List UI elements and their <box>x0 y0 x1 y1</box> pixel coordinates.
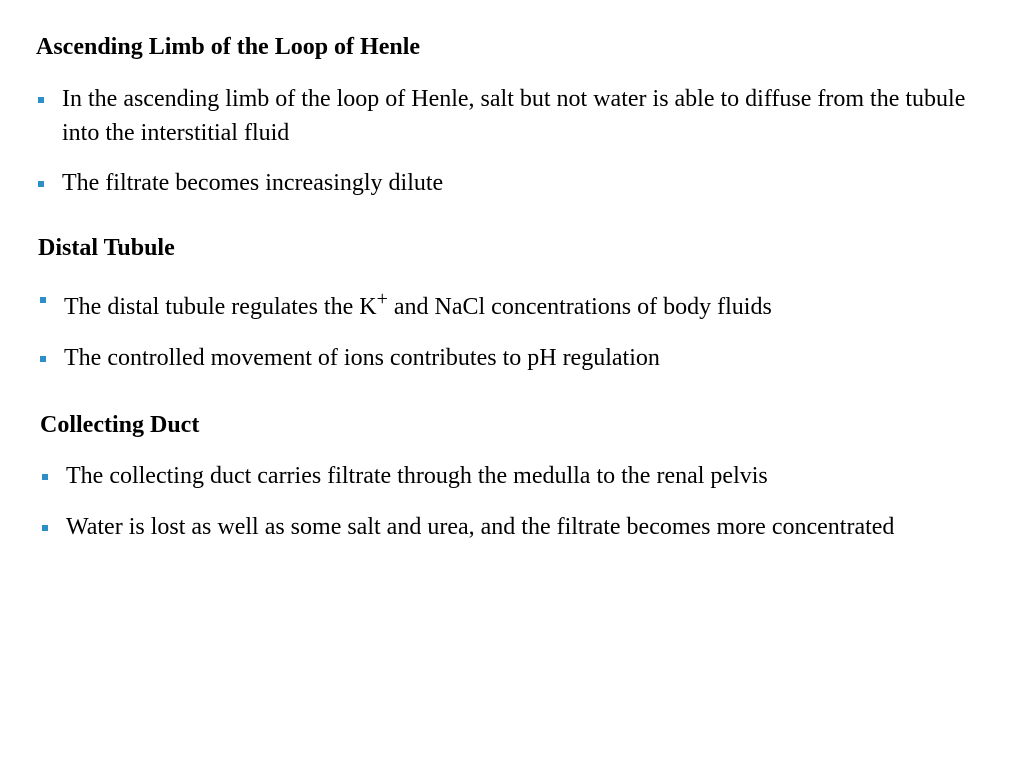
list-item <box>38 282 984 324</box>
list-item-text: The collecting duct carries filtrate through the medulla to the renal pelvis <box>66 463 768 489</box>
section-heading: Collecting Duct <box>40 412 200 438</box>
square-bullet-icon <box>42 474 48 480</box>
list-item <box>38 341 984 375</box>
section-heading: Ascending Limb of the Loop of Henle <box>36 34 421 60</box>
list-item <box>36 82 984 150</box>
bullet-list <box>38 282 984 375</box>
list-item <box>40 459 984 493</box>
list-item <box>36 166 984 200</box>
section-distal-tubule <box>38 233 984 375</box>
list-item-text: The filtrate becomes increasingly dilute <box>62 170 444 196</box>
section-collecting-duct <box>40 410 984 544</box>
section-ascending-limb <box>36 32 984 200</box>
bullet-list <box>40 459 984 544</box>
list-item-text-part: The distal tubule regulates the K <box>64 294 377 320</box>
list-item-text: The controlled movement of ions contributes to pH regulation <box>64 345 660 371</box>
list-item <box>40 510 984 544</box>
square-bullet-icon <box>40 356 46 362</box>
square-bullet-icon <box>42 525 48 531</box>
square-bullet-icon <box>40 297 46 303</box>
section-heading: Distal Tubule <box>38 235 175 261</box>
list-item-text <box>64 288 772 320</box>
list-item-text: In the ascending limb of the loop of Henle, salt but not water is able to diffuse from the tubule into the interstitial fluid <box>62 86 966 146</box>
bullet-list <box>36 82 984 200</box>
list-item-text-part: and NaCl concentrations of body fluids <box>387 294 772 320</box>
square-bullet-icon <box>38 181 44 187</box>
list-item-text: Water is lost as well as some salt and urea, and the filtrate becomes more concentrated <box>66 514 895 540</box>
superscript-charge: + <box>376 288 388 310</box>
square-bullet-icon <box>38 97 44 103</box>
